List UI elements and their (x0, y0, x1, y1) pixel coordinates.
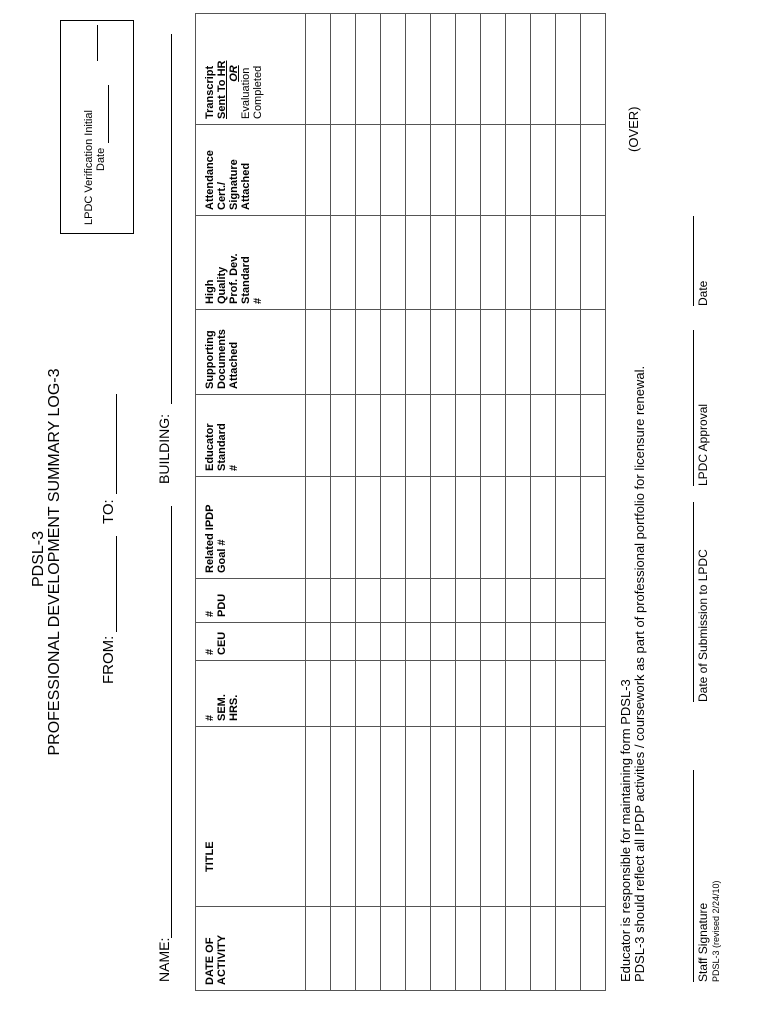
table-cell[interactable] (506, 477, 531, 579)
table-cell[interactable] (481, 14, 506, 125)
table-cell[interactable] (531, 14, 556, 125)
table-cell[interactable] (481, 310, 506, 395)
table-cell[interactable] (331, 727, 356, 907)
table-cell[interactable] (581, 310, 606, 395)
table-header-row (196, 14, 306, 991)
table-cell[interactable] (481, 477, 506, 579)
table-cell[interactable] (306, 661, 331, 727)
table-cell[interactable] (456, 907, 481, 991)
activity-log-table (195, 13, 606, 991)
table-cell[interactable] (456, 623, 481, 661)
table-row (306, 14, 331, 991)
revision-note: PDSL-3 (revised 2/24/10) (711, 880, 721, 982)
table-cell[interactable] (406, 395, 431, 477)
table-cell[interactable] (506, 907, 531, 991)
table-cell[interactable] (381, 727, 406, 907)
table-cell[interactable] (456, 727, 481, 907)
table-cell[interactable] (331, 623, 356, 661)
table-cell[interactable] (431, 216, 456, 310)
header-ceu: # CEU (196, 623, 306, 661)
table-cell[interactable] (431, 14, 456, 125)
table-row (331, 14, 356, 991)
table-cell[interactable] (331, 579, 356, 623)
table-cell[interactable] (581, 14, 606, 125)
table-cell[interactable] (406, 661, 431, 727)
table-row (556, 14, 581, 991)
note-responsibility: Educator is responsible for maintaining form PDSL-3 (618, 679, 633, 982)
table-cell[interactable] (456, 477, 481, 579)
table-cell[interactable] (506, 216, 531, 310)
table-cell[interactable] (381, 395, 406, 477)
submission-date-label: Date of Submission to LPDC (696, 549, 710, 702)
table-cell[interactable] (506, 310, 531, 395)
table-cell[interactable] (481, 727, 506, 907)
table-cell[interactable] (431, 579, 456, 623)
table-cell[interactable] (581, 579, 606, 623)
table-cell[interactable] (406, 14, 431, 125)
table-cell[interactable] (581, 661, 606, 727)
header-related-ipdp-goal: Related IPDP Goal # (196, 477, 306, 579)
table-cell[interactable] (581, 477, 606, 579)
staff-signature-field[interactable] (693, 770, 694, 982)
table-cell[interactable] (531, 623, 556, 661)
table-cell[interactable] (531, 125, 556, 216)
header-high-quality-pd-standard: High Quality Prof. Dev. Standard # (196, 216, 306, 310)
table-cell[interactable] (531, 216, 556, 310)
building-field[interactable] (171, 34, 172, 404)
table-cell[interactable] (556, 907, 581, 991)
table-cell[interactable] (406, 579, 431, 623)
table-cell[interactable] (306, 579, 331, 623)
table-cell[interactable] (456, 310, 481, 395)
table-cell[interactable] (556, 14, 581, 125)
table-cell[interactable] (356, 661, 381, 727)
header-title: TITLE (196, 727, 306, 907)
building-label: BUILDING: (156, 413, 172, 484)
verification-initial-field[interactable] (97, 25, 98, 61)
header-transcript-sent: Transcript Sent To HR OR Evaluation Completed (196, 14, 306, 125)
table-cell[interactable] (381, 579, 406, 623)
table-cell[interactable] (306, 477, 331, 579)
table-cell[interactable] (406, 907, 431, 991)
table-cell[interactable] (581, 216, 606, 310)
table-cell[interactable] (506, 727, 531, 907)
table-cell[interactable] (556, 623, 581, 661)
table-cell[interactable] (381, 310, 406, 395)
table-cell[interactable] (381, 125, 406, 216)
table-cell[interactable] (431, 727, 456, 907)
table-cell[interactable] (581, 623, 606, 661)
submission-date-field[interactable] (693, 502, 694, 702)
table-cell[interactable] (531, 661, 556, 727)
table-cell[interactable] (306, 14, 331, 125)
verification-date-field[interactable] (108, 85, 109, 143)
table-cell[interactable] (356, 310, 381, 395)
table-cell[interactable] (531, 395, 556, 477)
table-cell[interactable] (581, 125, 606, 216)
table-cell[interactable] (506, 623, 531, 661)
table-cell[interactable] (481, 661, 506, 727)
table-cell[interactable] (356, 579, 381, 623)
table-cell[interactable] (556, 125, 581, 216)
header-supporting-documents: Supporting Documents Attached (196, 310, 306, 395)
verification-date-label: Date (95, 147, 107, 171)
table-cell[interactable] (381, 661, 406, 727)
table-cell[interactable] (431, 395, 456, 477)
header-date-of-activity: DATE OF ACTIVITY (196, 907, 306, 991)
header-educator-standard: Educator Standard # (196, 395, 306, 477)
table-cell[interactable] (431, 623, 456, 661)
table-cell[interactable] (356, 125, 381, 216)
table-cell[interactable] (481, 579, 506, 623)
table-row (431, 14, 456, 991)
staff-signature-label: Staff Signature (696, 902, 710, 982)
table-cell[interactable] (381, 477, 406, 579)
header-sem-hrs: # SEM. HRS. (196, 661, 306, 727)
table-body (306, 14, 606, 991)
to-field[interactable] (116, 394, 117, 494)
table-cell[interactable] (531, 579, 556, 623)
table-cell[interactable] (356, 14, 381, 125)
table-cell[interactable] (356, 623, 381, 661)
table-cell[interactable] (306, 727, 331, 907)
table-cell[interactable] (481, 395, 506, 477)
table-cell[interactable] (556, 727, 581, 907)
table-cell[interactable] (556, 661, 581, 727)
table-cell[interactable] (431, 125, 456, 216)
table-row (481, 14, 506, 991)
table-cell[interactable] (306, 310, 331, 395)
table-cell[interactable] (556, 395, 581, 477)
table-cell[interactable] (306, 125, 331, 216)
table-cell[interactable] (406, 125, 431, 216)
table-cell[interactable] (431, 477, 456, 579)
table-cell[interactable] (456, 14, 481, 125)
verification-initial-label: LPDC Verification Initial (83, 110, 95, 225)
table-cell[interactable] (506, 125, 531, 216)
table-cell[interactable] (381, 623, 406, 661)
form-title-text: PROFESSIONAL DEVELOPMENT SUMMARY LOG-3 (46, 368, 63, 756)
table-cell[interactable] (481, 216, 506, 310)
table-cell[interactable] (381, 14, 406, 125)
table-row (356, 14, 381, 991)
table-cell[interactable] (406, 727, 431, 907)
table-cell[interactable] (331, 125, 356, 216)
table-cell[interactable] (456, 216, 481, 310)
table-cell[interactable] (331, 395, 356, 477)
table-cell[interactable] (431, 310, 456, 395)
table-cell[interactable] (306, 395, 331, 477)
table-row (456, 14, 481, 991)
table-row (581, 14, 606, 991)
table-cell[interactable] (531, 477, 556, 579)
table-cell[interactable] (556, 216, 581, 310)
approval-date-field[interactable] (693, 216, 694, 306)
form-code-text: PDSL-3 (30, 530, 47, 588)
table-cell[interactable] (581, 907, 606, 991)
table-row (381, 14, 406, 991)
table-cell[interactable] (331, 14, 356, 125)
from-label: FROM: (100, 635, 117, 684)
table-cell[interactable] (356, 395, 381, 477)
table-cell[interactable] (556, 477, 581, 579)
lpdc-approval-label: LPDC Approval (696, 403, 710, 486)
table-cell[interactable] (481, 125, 506, 216)
lpdc-approval-field[interactable] (693, 330, 694, 486)
table-cell[interactable] (531, 907, 556, 991)
header-pdu: # PDU (196, 579, 306, 623)
table-row (506, 14, 531, 991)
to-label: TO: (100, 499, 117, 524)
name-field[interactable] (171, 506, 172, 938)
over-indicator: (OVER) (626, 106, 641, 152)
table-cell[interactable] (331, 907, 356, 991)
table-cell[interactable] (306, 623, 331, 661)
table-cell[interactable] (506, 14, 531, 125)
table-cell[interactable] (356, 477, 381, 579)
table-cell[interactable] (306, 216, 331, 310)
table-cell[interactable] (456, 125, 481, 216)
from-field[interactable] (116, 536, 117, 632)
table-cell[interactable] (456, 579, 481, 623)
table-cell[interactable] (406, 310, 431, 395)
header-attendance-cert: Attendance Cert./ Signature Attached (196, 125, 306, 216)
lpdc-verification-box (60, 20, 134, 234)
table-cell[interactable] (556, 579, 581, 623)
table-cell[interactable] (506, 579, 531, 623)
note-portfolio: PDSL-3 should reflect all IPDP activities / coursework as part of professional portfolio for licensure renewal. (632, 365, 647, 982)
table-cell[interactable] (581, 727, 606, 907)
table-cell[interactable] (356, 907, 381, 991)
table-cell[interactable] (331, 310, 356, 395)
name-label: NAME: (156, 937, 172, 982)
table-cell[interactable] (356, 216, 381, 310)
table-cell[interactable] (556, 310, 581, 395)
table-cell[interactable] (431, 907, 456, 991)
approval-date-label: Date (696, 280, 710, 306)
table-cell[interactable] (381, 907, 406, 991)
table-row (531, 14, 556, 991)
table-cell[interactable] (531, 310, 556, 395)
table-cell[interactable] (456, 395, 481, 477)
table-cell[interactable] (506, 395, 531, 477)
table-cell[interactable] (581, 395, 606, 477)
table-cell[interactable] (406, 623, 431, 661)
table-cell[interactable] (406, 477, 431, 579)
table-cell[interactable] (331, 477, 356, 579)
table-cell[interactable] (481, 623, 506, 661)
table-cell[interactable] (331, 661, 356, 727)
table-cell[interactable] (306, 907, 331, 991)
table-cell[interactable] (431, 661, 456, 727)
table-cell[interactable] (506, 661, 531, 727)
table-cell[interactable] (331, 216, 356, 310)
table-cell[interactable] (356, 727, 381, 907)
table-cell[interactable] (456, 661, 481, 727)
table-cell[interactable] (381, 216, 406, 310)
table-row (406, 14, 431, 991)
table-cell[interactable] (481, 907, 506, 991)
table-cell[interactable] (406, 216, 431, 310)
table-cell[interactable] (531, 727, 556, 907)
